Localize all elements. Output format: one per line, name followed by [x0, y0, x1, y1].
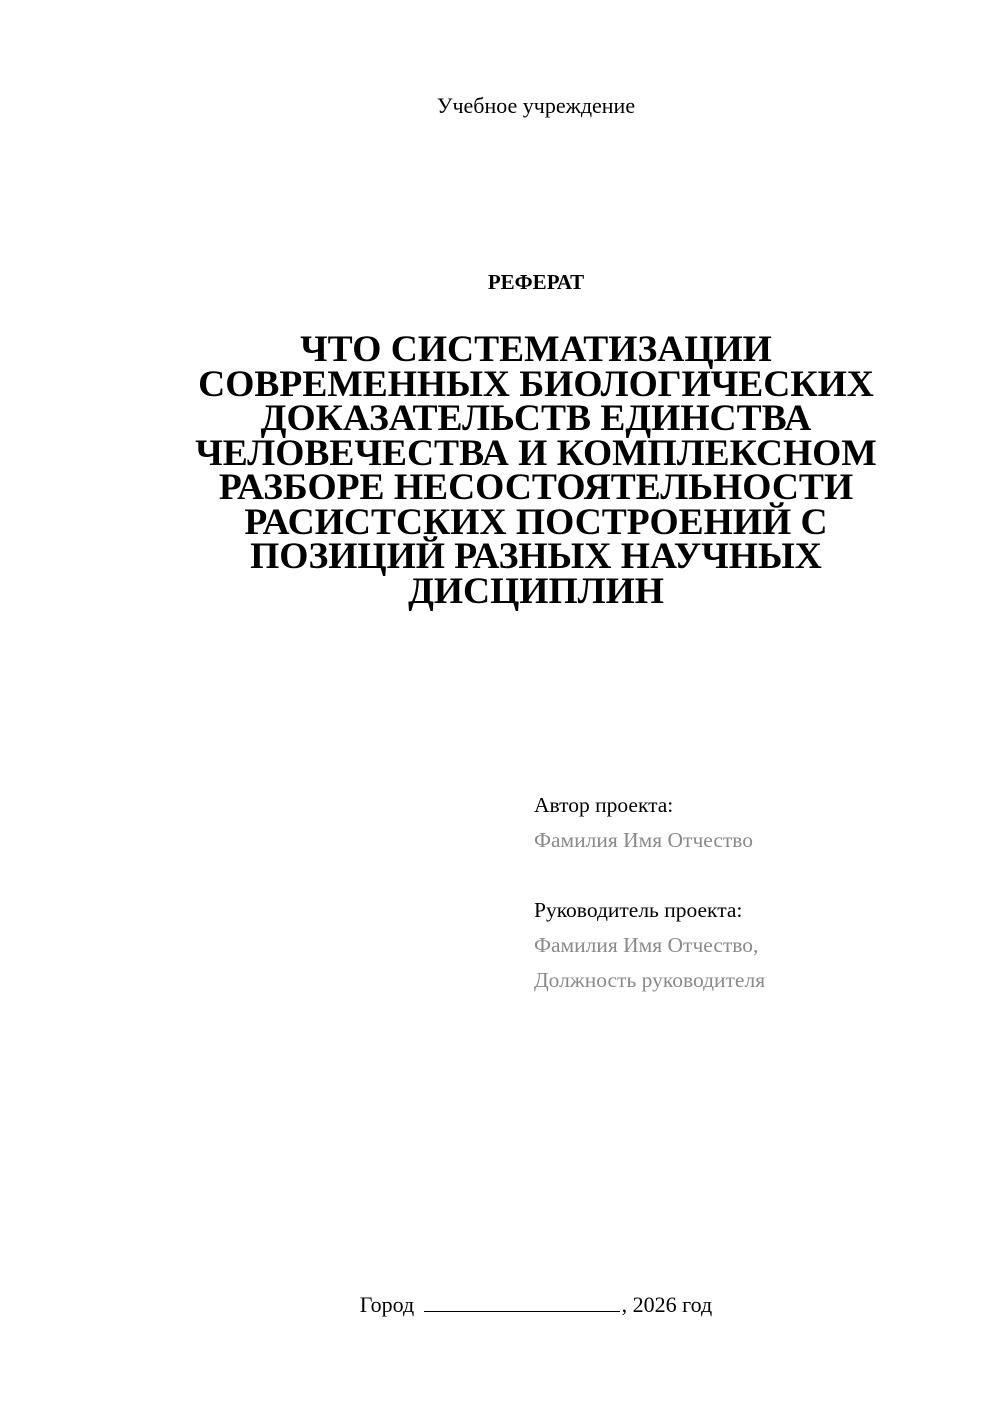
- supervisor-label: Руководитель проекта:: [534, 898, 743, 922]
- title-line: ЧТО СИСТЕМАТИЗАЦИИ: [300, 329, 772, 370]
- supervisor-name: Фамилия Имя Отчество,: [534, 933, 759, 957]
- title-line: ПОЗИЦИЙ РАЗНЫХ НАУЧНЫХ: [250, 536, 822, 577]
- title-line: ДОКАЗАТЕЛЬСТВ ЕДИНСТВА: [260, 398, 812, 439]
- supervisor-position: Должность руководителя: [534, 968, 766, 992]
- author-name: Фамилия Имя Отчество: [534, 828, 754, 852]
- title-line: РАСИСТСКИХ ПОСТРОЕНИЙ С: [244, 501, 828, 543]
- credits-block: [534, 788, 765, 998]
- credits-spacer: [534, 858, 765, 893]
- author-label: Автор проекта:: [534, 793, 674, 817]
- title-line: ДИСЦИПЛИН: [408, 570, 664, 612]
- city-blank-line: [424, 1291, 620, 1312]
- title-line: РАЗБОРЕ НЕСОСТОЯТЕЛЬНОСТИ: [218, 467, 854, 508]
- title-line: СОВРЕМЕННЫХ БИОЛОГИЧЕСКИХ: [198, 363, 874, 405]
- document-type: РЕФЕРАТ: [487, 270, 585, 294]
- city-label: Город: [359, 1292, 415, 1317]
- institution-name: Учебное учреждение: [436, 93, 636, 118]
- footer-city-year: [0, 1290, 1000, 1320]
- title-line: ЧЕЛОВЕЧЕСТВА И КОМПЛЕКСНОМ: [195, 432, 877, 474]
- document-title: [160, 329, 912, 612]
- year-text: , 2026 год: [621, 1292, 713, 1317]
